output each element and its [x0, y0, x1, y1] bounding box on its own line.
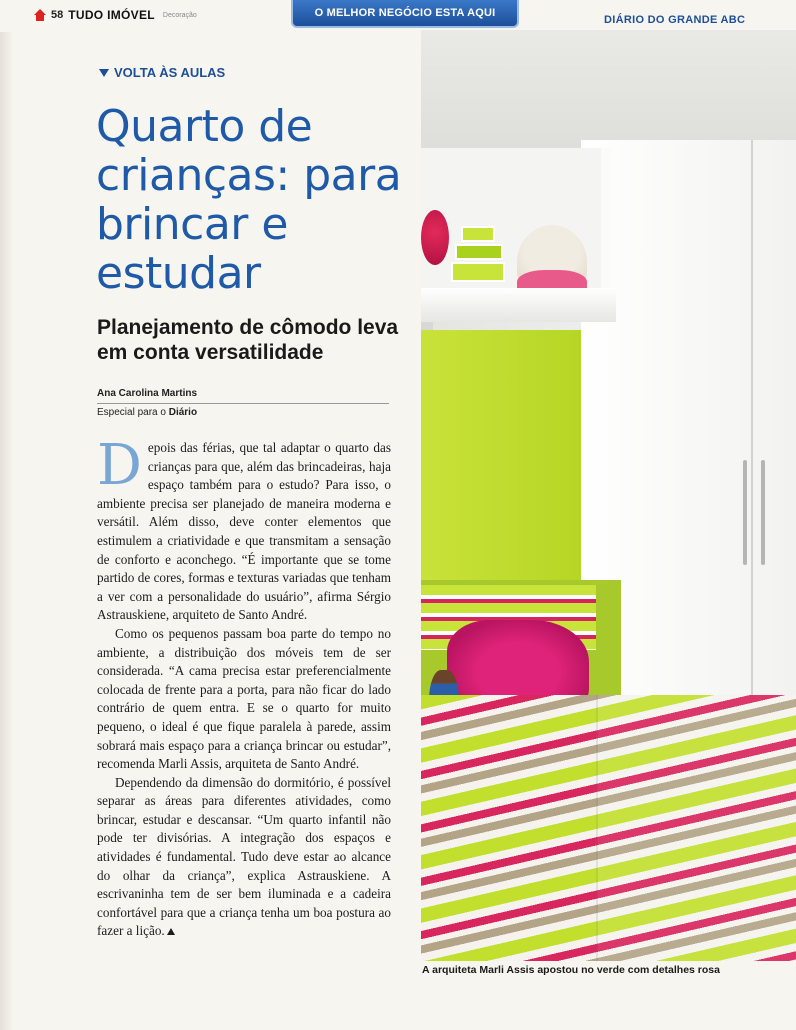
byline-prefix: Especial para o — [97, 407, 169, 418]
byline-outlet: Diário — [168, 407, 198, 418]
photo-gift-box — [451, 262, 505, 282]
photo-red-flower — [421, 210, 449, 265]
byline-divider — [97, 403, 389, 404]
header-left — [34, 8, 197, 22]
photo-bed-fold — [596, 695, 796, 961]
paragraph-3-text: Dependendo da dimensão do dormitório, é possível separar as áreas para diferentes atividades, como brincar, estudar e descansar. “Um quarto infantil não pode ter divisórias. A integração dos espaços e atividades é fundamental. Tudo deve estar ao alcance do olhar da criança”, explica Astrauskiene. A escrivaninha tem de ser bem iluminada e a cadeira confortável para que a criança tenha um boa postura ao fazer a lição. — [97, 774, 391, 939]
header-banner — [291, 0, 519, 28]
photo-shelf — [421, 288, 616, 322]
section-tag: Decoração — [162, 11, 197, 19]
photo-gift-box — [455, 244, 503, 260]
newspaper-name: DIÁRIO DO GRANDE ABC — [604, 14, 746, 26]
section-brand: TUDO IMÓVEL — [68, 8, 155, 22]
photo-gift-box — [461, 226, 495, 242]
article-headline: Quarto de crianças: para brincar e estudar — [96, 101, 402, 299]
article-body — [97, 433, 391, 941]
paragraph-1 — [97, 433, 391, 625]
paragraph-1-text: epois das férias, que tal adaptar o quarto das crianças para que, além das brincadeiras, haja espaço também para o estudo? Para isso, o ambiente precisa ser planejado de maneira moderna e versátil. Além disso, deve conter elementos que estimulem a criatividade e que transmitam a sensação de conforto e aconchego. “É importante que se tome partido de cores, formas e texturas variadas que tenham a ver com a personalidade do usuário”, afirma Sérgio Astrauskiene, arquiteto de Santo André. — [97, 440, 391, 623]
photo-caption: A arquiteta Marli Assis apostou no verde com detalhes rosa — [422, 964, 720, 976]
wardrobe-handle-right — [761, 460, 765, 565]
bedroom-photo — [421, 30, 796, 961]
page-fold-shadow — [0, 30, 14, 1030]
end-of-article-icon — [167, 928, 175, 935]
kicker-label: VOLTA ÀS AULAS — [114, 65, 226, 80]
triangle-down-icon — [99, 69, 109, 77]
page-number: 58 — [51, 9, 64, 21]
paragraph-3 — [97, 774, 391, 941]
house-icon — [34, 9, 46, 21]
banner-text: O MELHOR NEGÓCIO ESTA AQUI — [314, 7, 496, 19]
drop-cap: D — [97, 433, 142, 498]
author-name: Ana Carolina Martins — [97, 388, 198, 399]
byline — [97, 407, 197, 418]
paragraph-2: Como os pequenos passam boa parte do tempo no ambiente, a distribuição dos móveis tem de ser considerada. “A cama precisa estar preferencialmente colocada de frente para a porta, para não ficar do lado contrário de quem entra. E se o quarto for muito pequeno, o ideal é que fique paralela à parede, assim sobrará mais espaço para a criança brincar ou estudar”, recomenda Marli Assis, arquiteta de Santo André. — [97, 625, 391, 772]
page-header — [0, 0, 796, 32]
wardrobe-door-seam — [751, 140, 753, 700]
article-subhead: Planejamento de cômodo leva em conta versatilidade — [97, 316, 399, 364]
article-kicker — [99, 65, 225, 80]
wardrobe-handle-left — [743, 460, 747, 565]
